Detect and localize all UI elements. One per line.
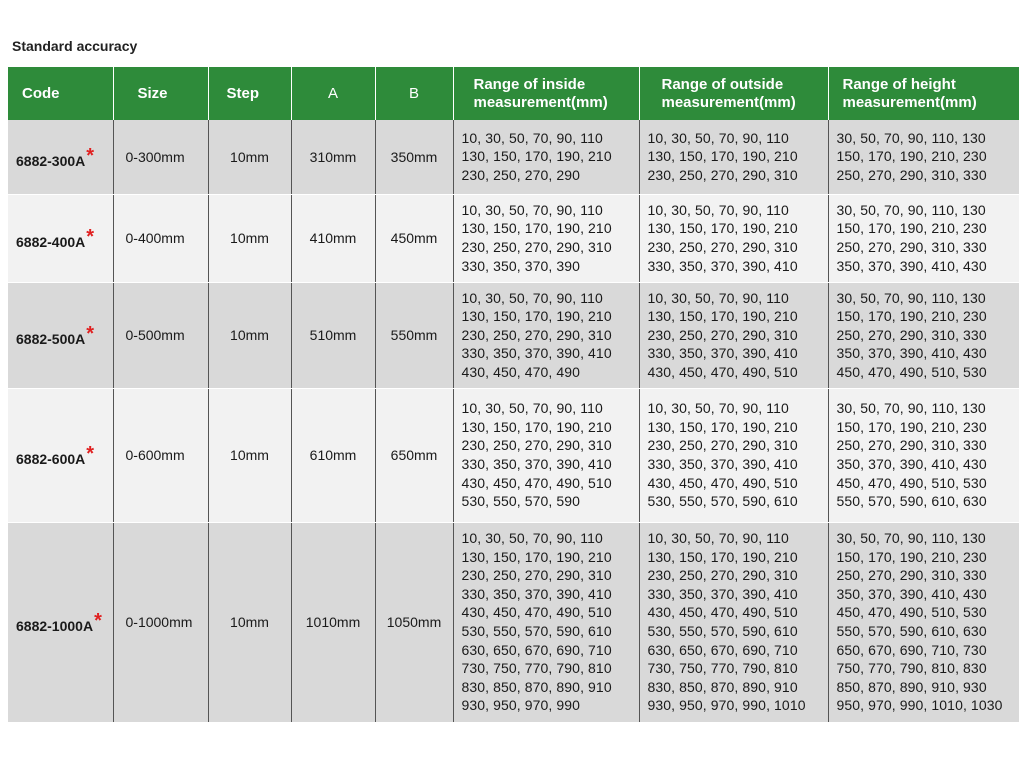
header-outside-range (639, 67, 828, 120)
a-cell: 1010mm (291, 522, 375, 722)
a-cell: 610mm (291, 388, 375, 522)
size-cell: 0-500mm (113, 282, 208, 388)
table-row (8, 282, 1019, 388)
code-cell (8, 522, 113, 722)
step-cell: 10mm (208, 388, 291, 522)
outside-range-cell: 10, 30, 50, 70, 90, 110 130, 150, 170, 190, 210 230, 250, 270, 290, 310 (639, 120, 828, 194)
header-height-line2: measurement(mm) (842, 93, 977, 111)
header-b: B (375, 67, 453, 120)
inside-range-cell: 10, 30, 50, 70, 90, 110 130, 150, 170, 190, 210 230, 250, 270, 290, 310 330, 350, 370, 390, 410 430, 450, 470, 490, 510 530, 550, 570, 590, 610 630, 650, 670, 690, 710 730, 750, 770, 790, 810 830, 850, 870, 890, 910 930, 950, 970, 990 (453, 522, 639, 722)
header-a: A (291, 67, 375, 120)
height-range-cell: 30, 50, 70, 90, 110, 130 150, 170, 190, 210, 230 250, 270, 290, 310, 330 350, 370, 390, 410, 430 450, 470, 490, 510, 530 550, 570, 590, 610, 630 (828, 388, 1019, 522)
header-inside-line2: measurement(mm) (473, 93, 608, 111)
spec-table (8, 67, 1019, 723)
asterisk-mark: * (86, 144, 95, 167)
code-text: 6882-1000A (16, 618, 94, 634)
step-cell: 10mm (208, 282, 291, 388)
height-range-cell: 30, 50, 70, 90, 110, 130 150, 170, 190, 210, 230 250, 270, 290, 310, 330 350, 370, 390, 410, 430 450, 470, 490, 510, 530 (828, 282, 1019, 388)
a-cell: 310mm (291, 120, 375, 194)
code-cell (8, 194, 113, 282)
code-text: 6882-500A (16, 331, 86, 347)
a-cell: 410mm (291, 194, 375, 282)
asterisk-mark: * (86, 443, 95, 465)
b-cell: 450mm (375, 194, 453, 282)
header-outside-line2: measurement(mm) (661, 93, 796, 111)
outside-range-cell: 10, 30, 50, 70, 90, 110 130, 150, 170, 190, 210 230, 250, 270, 290, 310 330, 350, 370, 390, 410 430, 450, 470, 490, 510 (639, 282, 828, 388)
size-cell: 0-600mm (113, 388, 208, 522)
b-cell: 1050mm (375, 522, 453, 722)
table-row (8, 388, 1019, 522)
header-inside-line1: Range of inside (473, 75, 586, 93)
code-text: 6882-600A (16, 451, 86, 467)
code-cell (8, 120, 113, 194)
size-cell: 0-400mm (113, 194, 208, 282)
size-cell: 0-300mm (113, 120, 208, 194)
code-text: 6882-300A (16, 152, 86, 169)
header-outside-line1: Range of outside (661, 75, 784, 93)
table-row (8, 522, 1019, 722)
a-cell: 510mm (291, 282, 375, 388)
height-range-cell: 30, 50, 70, 90, 110, 130 150, 170, 190, 210, 230 250, 270, 290, 310, 330 350, 370, 390, 410, 430 450, 470, 490, 510, 530 550, 570, 590, 610, 630 650, 670, 690, 710, 730 750, 770, 790, 810, 830 850, 870, 890, 910, 930 950, 970, 990, 1010, 1030 (828, 522, 1019, 722)
header-size: Size (113, 67, 208, 120)
header-row (8, 67, 1019, 120)
step-cell: 10mm (208, 120, 291, 194)
table-title: Standard accuracy (12, 38, 138, 54)
asterisk-mark: * (86, 323, 95, 345)
b-cell: 350mm (375, 120, 453, 194)
outside-range-cell: 10, 30, 50, 70, 90, 110 130, 150, 170, 190, 210 230, 250, 270, 290, 310 330, 350, 370, 390, 410 (639, 194, 828, 282)
step-cell: 10mm (208, 522, 291, 722)
outside-range-cell: 10, 30, 50, 70, 90, 110 130, 150, 170, 190, 210 230, 250, 270, 290, 310 330, 350, 370, 390, 410 430, 450, 470, 490, 510 530, 550, 570, 590, 610 (639, 388, 828, 522)
b-cell: 550mm (375, 282, 453, 388)
inside-range-cell: 10, 30, 50, 70, 90, 110 130, 150, 170, 190, 210 230, 250, 270, 290, 310 330, 350, 370, 390 (453, 194, 639, 282)
header-code: Code (8, 67, 113, 120)
inside-range-cell: 10, 30, 50, 70, 90, 110 130, 150, 170, 190, 210 230, 250, 270, 290, 310 330, 350, 370, 390, 410 430, 450, 470, 490, 510 530, 550, 570, 590 (453, 388, 639, 522)
height-range-cell: 30, 50, 70, 90, 110, 130 150, 170, 190, 210, 230 250, 270, 290, 310, 330 350, 370, 390, 410, 430 (828, 194, 1019, 282)
header-inside-range (453, 67, 639, 120)
inside-range-cell: 10, 30, 50, 70, 90, 110 130, 150, 170, 190, 210 230, 250, 270, 290 (453, 120, 639, 194)
height-range-cell: 30, 50, 70, 90, 110, 130 150, 170, 190, 210, 230 250, 270, 290, 310, 330 (828, 120, 1019, 194)
asterisk-mark: * (86, 226, 95, 248)
table-row (8, 120, 1019, 194)
code-text: 6882-400A (16, 234, 86, 250)
code-cell (8, 282, 113, 388)
size-cell: 0-1000mm (113, 522, 208, 722)
step-cell: 10mm (208, 194, 291, 282)
header-height-range (828, 67, 1019, 120)
code-cell (8, 388, 113, 522)
inside-range-cell: 10, 30, 50, 70, 90, 110 130, 150, 170, 190, 210 230, 250, 270, 290, 310 330, 350, 370, 390, 410 430, 450, 470, 490 (453, 282, 639, 388)
header-step: Step (208, 67, 291, 120)
table-row (8, 194, 1019, 282)
header-height-line1: Range of height (842, 75, 956, 93)
b-cell: 650mm (375, 388, 453, 522)
asterisk-mark: * (94, 610, 102, 632)
outside-range-cell: 10, 30, 50, 70, 90, 110 130, 150, 170, 190, 210 230, 250, 270, 290, 310 330, 350, 370, 390, 410 430, 450, 470, 490, 510 530, 550, 570, 590, 610 630, 650, 670, 690, 710 730, 750, 770, 790, 810 830, 850, 870, 890, 910 930, 950, 970, 990, 1010 (639, 522, 828, 722)
